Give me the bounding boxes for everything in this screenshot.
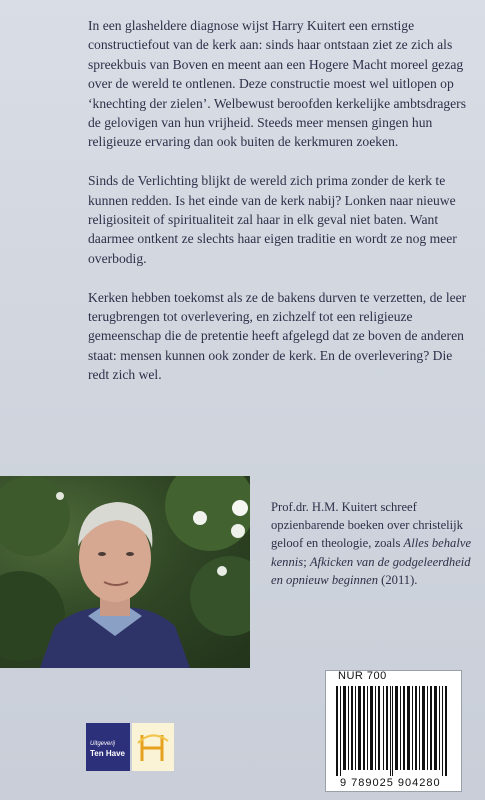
nur-code: NUR 700	[338, 670, 387, 682]
isbn-number: 9 789025 904280	[340, 777, 441, 789]
blurb-paragraph-2: Sinds de Verlichting blijkt de wereld zich prima zonder de kerk te kunnen redden. Is het einde van de kerk nabij? Lonken naar nieuwe religiositeit of spiritualiteit zal haar in elk geval niet baten. Want daarmee ontkent ze slechts haar eigen traditie en wordt ze nog meer overbodig.	[88, 173, 457, 266]
publisher-logo-ten-have	[86, 723, 130, 771]
author-bio	[271, 498, 476, 589]
bio-year: (2011).	[378, 572, 418, 587]
bio-separator: ;	[303, 554, 310, 569]
blurb-paragraph-3: Kerken hebben toekomst als ze de bakens durven te verzetten, de leer terugbrengen tot overlevering, en zichzelf tot een religieuze gemeenschap die de pretentie heeft afgelegd dat ze boven de anderen staat: mensen kunnen ook zonder de kerk. En de overlevering? Die redt zich wel.	[88, 289, 467, 383]
publisher-line-1: Uitgeverij	[90, 741, 116, 747]
blurb-text	[88, 16, 470, 404]
bio-text: Prof.dr. H.M. Kuitert schreef opzienbarende boeken over christelijk geloof en theologie, zoals	[271, 500, 463, 551]
h-logo-icon	[132, 723, 174, 771]
barcode-icon	[336, 686, 448, 776]
publisher-line-2: Ten Have	[90, 749, 125, 758]
bio-book-title-1: Alles behalve kennis	[271, 536, 472, 569]
bio-book-title-2: Afkicken van de godgeleerdheid en opnieuw beginnen	[271, 554, 471, 587]
author-photo	[0, 476, 250, 668]
publisher-h-logo	[132, 723, 174, 771]
author-portrait-illustration	[0, 476, 250, 668]
blurb-paragraph-1: In een glasheldere diagnose wijst Harry Kuitert een ernstige constructiefout van de kerk aan: sinds haar ontstaan ziet ze zich als spreekbuis van Boven en meent aan een Hogere Macht moreel gezag over de wereld te ontlenen. Deze constructie moest wel uitlopen op ‘knechting der zielen’. Welbewust beroofden kerkelijke ambtsdragers de gelovigen van hun vrijheid. Steeds meer mensen gingen hun religieuze ervaring dan ook buiten de kerkmuren zoeken.	[88, 18, 467, 150]
